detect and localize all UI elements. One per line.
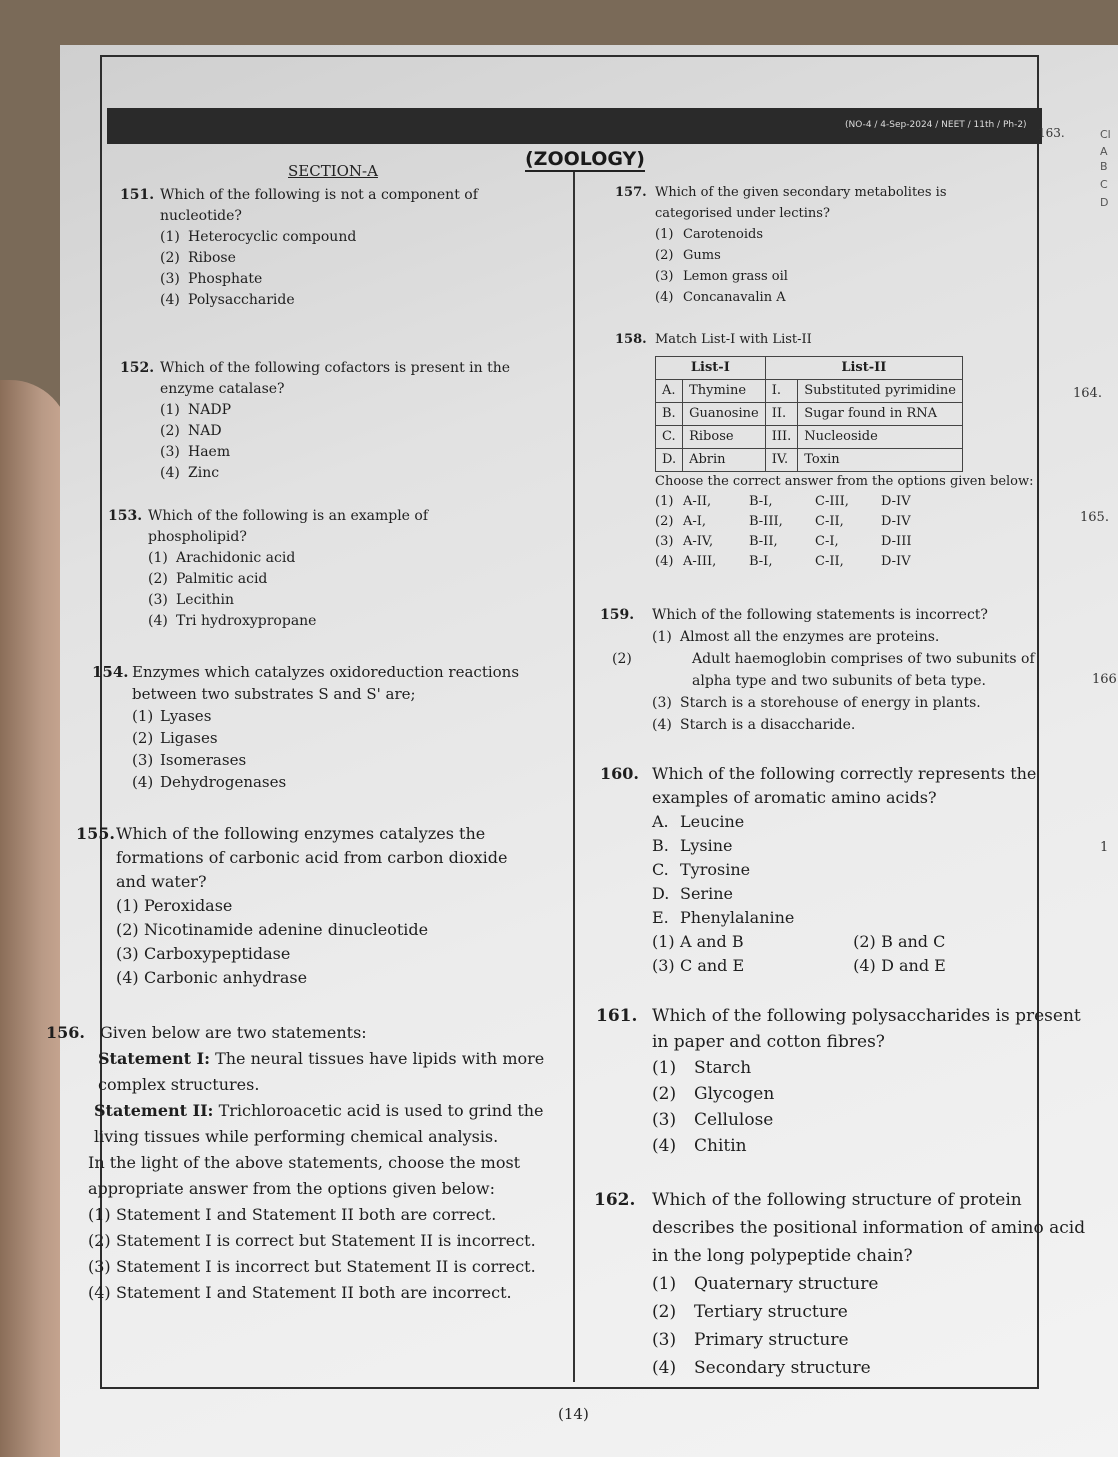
edge-text: D [1100, 196, 1109, 209]
section-title: SECTION-A [288, 162, 378, 180]
edge-text: Cl [1100, 128, 1111, 141]
question-ask: Choose the correct answer from the options given below: [655, 474, 1034, 489]
margin-number: 164. [1073, 386, 1102, 401]
question-number: 157. [615, 185, 647, 200]
option[interactable]: (3) Lemon grass oil [655, 269, 788, 284]
option[interactable]: (3) Phosphate [160, 271, 263, 287]
statement-1: Statement I: The neural tissues have lipids with more complex structures. [98, 1049, 545, 1094]
option[interactable]: (4) A-III, B-I, C-II, D-IV [655, 554, 911, 569]
question-155 [76, 822, 566, 990]
question-number: 161. [596, 1006, 638, 1026]
option[interactable]: (1) NADP [160, 402, 232, 418]
question-159 [600, 604, 1072, 736]
option[interactable]: (2) Ligases [132, 729, 218, 747]
option[interactable]: (3) Isomerases [132, 751, 247, 769]
options [652, 1270, 1107, 1382]
list-item: C. Tyrosine [652, 860, 751, 879]
option[interactable]: (1) Quaternary structure [652, 1274, 879, 1294]
option[interactable]: (1) Carotenoids [655, 227, 764, 242]
options [655, 492, 1075, 572]
question-number: 159. [600, 607, 635, 623]
item-list [652, 810, 1092, 930]
list-2-header: List-II [765, 357, 962, 380]
question-text: Which of the following cofactors is present in the enzyme catalase? [160, 360, 511, 397]
subject-title: (ZOOLOGY) [525, 148, 645, 170]
question-text: Which of the following structure of protein describes the positional information of amino acid in the long polypeptide chain? [652, 1190, 1086, 1266]
option[interactable]: (1) A and B [652, 932, 744, 951]
option[interactable]: (4) D and E [853, 956, 946, 975]
question-number: 156. [46, 1023, 85, 1042]
option[interactable]: (1) Almost all the enzymes are proteins. [652, 629, 940, 645]
options [132, 705, 567, 793]
question-text: Which of the given secondary metabolites is categorised under lectins? [655, 185, 947, 221]
option[interactable]: (3) A-IV, B-II, C-I, D-III [655, 534, 912, 549]
paper-code: (NO-4 / 4-Sep-2024 / NEET / 11th / Ph-2) [845, 120, 1027, 130]
option-row [652, 954, 1092, 978]
edge-text: C [1100, 178, 1108, 191]
option[interactable]: (1) Lyases [132, 707, 212, 725]
statement-2: Statement II: Trichloroacetic acid is used to grind the living tissues while performing chemical analysis. [94, 1101, 544, 1146]
question-152 [120, 358, 570, 484]
option[interactable]: (4) Statement I and Statement II both are incorrect. [88, 1283, 512, 1302]
options [160, 400, 570, 484]
question-number: 160. [600, 764, 639, 783]
option[interactable]: (4) Secondary structure [652, 1358, 871, 1378]
edge-text: A [1100, 145, 1108, 158]
option[interactable]: (3) Statement I is incorrect but Statement II is correct. [88, 1257, 536, 1276]
question-number: 152. [120, 360, 155, 376]
option[interactable]: (1) Heterocyclic compound [160, 229, 357, 245]
question-number: 158. [615, 332, 647, 347]
question-number: 154. [92, 663, 129, 681]
list-1-header: List-I [656, 357, 766, 380]
option[interactable]: (4) Concanavalin A [655, 290, 786, 305]
question-text: Which of the following is an example of phospholipid? [148, 508, 429, 545]
question-158 [615, 330, 1075, 572]
table-row: A. Thymine I. Substituted pyrimidine [656, 380, 963, 403]
option[interactable]: (2) Glycogen [652, 1084, 775, 1104]
option[interactable]: (1) A-II, B-I, C-III, D-IV [655, 494, 911, 509]
question-intro: Given below are two statements: [100, 1023, 367, 1042]
question-161 [596, 1003, 1107, 1159]
option[interactable]: (4) Tri hydroxypropane [148, 613, 317, 629]
options [655, 224, 1045, 308]
question-number: 153. [108, 508, 143, 524]
table-row: B. Guanosine II. Sugar found in RNA [656, 403, 963, 426]
options [612, 626, 1072, 736]
question-153 [108, 506, 568, 632]
options [116, 894, 566, 990]
question-157 [615, 182, 1045, 308]
question-151 [120, 185, 570, 311]
question-number: 151. [120, 187, 155, 203]
list-item: E. Phenylalanine [652, 908, 795, 927]
question-154 [92, 661, 567, 793]
question-text: Which of the following enzymes catalyzes the formations of carbonic acid from carbon dioxide and water? [116, 824, 508, 891]
table-row: D. Abrin IV. Toxin [656, 449, 963, 472]
option[interactable]: (4) Zinc [160, 465, 220, 481]
option[interactable]: (4) Starch is a disaccharide. [652, 717, 856, 733]
option[interactable]: (2) A-I, B-III, C-II, D-IV [655, 514, 911, 529]
list-item: B. Lysine [652, 836, 733, 855]
option[interactable]: (3) Starch is a storehouse of energy in plants. [652, 695, 981, 711]
option[interactable]: (2) B and C [853, 932, 946, 951]
option[interactable]: (1) Starch [652, 1058, 752, 1078]
margin-number: 1 [1100, 840, 1109, 855]
option[interactable]: (3) Carboxypeptidase [116, 944, 291, 963]
list-item: D. Serine [652, 884, 733, 903]
options [652, 1055, 1107, 1159]
option[interactable]: (2) Nicotinamide adenine dinucleotide [116, 920, 429, 939]
option[interactable]: (2) Palmitic acid [148, 571, 268, 587]
option[interactable]: (1) Peroxidase [116, 896, 233, 915]
question-162 [594, 1186, 1107, 1382]
question-number: 162. [594, 1190, 636, 1210]
question-160 [600, 762, 1092, 978]
question-text: Which of the following polysaccharides is present in paper and cotton fibres? [652, 1006, 1081, 1052]
question-text: Which of the following correctly represents the examples of aromatic amino acids? [652, 764, 1037, 807]
option[interactable]: (2) Ribose [160, 250, 236, 266]
question-text: Which of the following is not a component of nucleotide? [160, 187, 478, 224]
option[interactable]: (2) Gums [655, 248, 721, 263]
table-row: C. Ribose III. Nucleoside [656, 426, 963, 449]
option[interactable]: (4) Carbonic anhydrase [116, 968, 308, 987]
option[interactable]: (4) Chitin [652, 1136, 747, 1156]
option[interactable]: (2) Adult haemoglobin comprises of two subunits of alpha type and two subunits of beta type. [612, 651, 1035, 689]
header-tag: 163. [1038, 126, 1065, 140]
option[interactable]: (3) Cellulose [652, 1110, 774, 1130]
question-ask: In the light of the above statements, choose the most appropriate answer from the options given below: [88, 1153, 521, 1198]
option[interactable]: (3) Primary structure [652, 1330, 849, 1350]
option[interactable]: (3) Lecithin [148, 592, 235, 608]
list-item: A. Leucine [652, 812, 745, 831]
page-number: (14) [558, 1405, 589, 1423]
option[interactable]: (1) Arachidonic acid [148, 550, 296, 566]
question-text: Match List-I with List-II [655, 332, 812, 347]
option[interactable]: (4) Polysaccharide [160, 292, 295, 308]
option-row [652, 930, 1092, 954]
option[interactable]: (4) Dehydrogenases [132, 773, 287, 791]
column-divider [573, 172, 575, 1382]
margin-number: 166 [1092, 672, 1117, 687]
option[interactable]: (2) Tertiary structure [652, 1302, 848, 1322]
options [88, 1202, 558, 1306]
option[interactable]: (2) NAD [160, 423, 222, 439]
options [652, 930, 1092, 978]
options [148, 548, 568, 632]
question-text: Which of the following statements is incorrect? [652, 607, 988, 623]
edge-text: B [1100, 160, 1108, 173]
option[interactable]: (3) C and E [652, 956, 745, 975]
question-number: 155. [76, 824, 115, 843]
option[interactable]: (3) Haem [160, 444, 231, 460]
options [160, 227, 570, 311]
question-156 [46, 1020, 558, 1306]
option[interactable]: (1) Statement I and Statement II both are correct. [88, 1205, 497, 1224]
option[interactable]: (2) Statement I is correct but Statement II is incorrect. [88, 1231, 536, 1250]
match-table [655, 356, 963, 472]
margin-number: 165. [1080, 510, 1109, 525]
question-text: Enzymes which catalyzes oxidoreduction reactions between two substrates S and S' are; [132, 663, 520, 703]
